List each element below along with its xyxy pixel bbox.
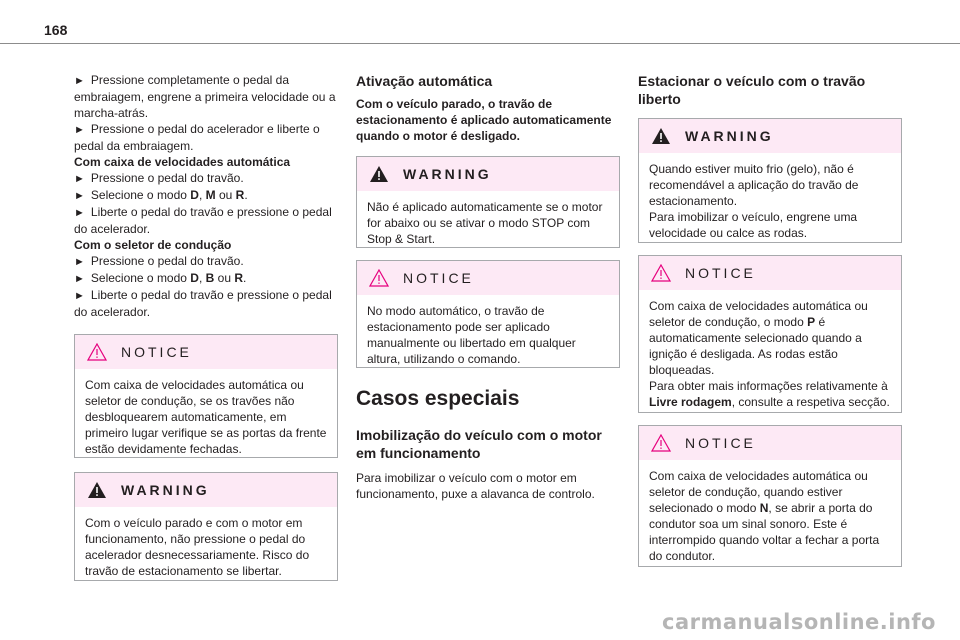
warning-box — [638, 118, 902, 243]
heading-automatic-activation: Ativação automática — [356, 73, 493, 89]
notice-box — [638, 425, 902, 567]
notice-triangle-icon — [369, 269, 389, 287]
notice-triangle-icon — [87, 343, 107, 361]
notice-text: No modo automático, o travão de estacionamento pode ser aplicado manualmente ou libertado em qualquer altura, utilizando o comando. — [367, 304, 576, 366]
notice-header — [639, 426, 901, 460]
notice-triangle-icon — [651, 264, 671, 282]
step-item: ► Pressione o pedal do travão. — [74, 253, 338, 270]
warning-text: Não é aplicado automaticamente se o motor for abaixo ou se ativar o modo STOP com Stop & Start. — [367, 200, 603, 246]
subheading-immobilisation: Imobilização do veículo com o motor em funcionamento — [356, 427, 602, 461]
warning-label: WARNING — [121, 482, 210, 498]
warning-label: WARNING — [685, 128, 774, 144]
warning-box — [356, 156, 620, 248]
notice-box — [356, 260, 620, 368]
warning-text: Com o veículo parado e com o motor em funcionamento, não pressione o pedal do acelerador desnecessariamente. Risco do travão de estacionamento se libertar. — [85, 516, 310, 578]
notice-label: NOTICE — [685, 435, 756, 451]
notice-header — [357, 261, 619, 295]
notice-header — [639, 256, 901, 290]
instructions-block — [74, 72, 338, 320]
immobilisation-text: Para imobilizar o veículo com o motor em funcionamento, puxe a alavanca de controlo. — [356, 471, 595, 501]
subheading-drive-selector: Com o seletor de condução — [74, 238, 232, 252]
step-item: ► Liberte o pedal do travão e pressione o pedal do acelerador. — [74, 287, 338, 320]
notice-box — [74, 334, 338, 458]
notice-box — [638, 255, 902, 413]
notice-label: NOTICE — [121, 344, 192, 360]
step-item: ► Liberte o pedal do travão e pressione o pedal do acelerador. — [74, 204, 338, 237]
notice-label: NOTICE — [685, 265, 756, 281]
heading-parking-released: Estacionar o veículo com o travão liberto — [638, 73, 866, 107]
column-left — [74, 72, 338, 581]
free-wheeling-reference: Livre rodagem — [649, 395, 732, 409]
section-title: Casos especiais — [356, 387, 520, 410]
warning-header — [357, 157, 619, 191]
step-item: ► Pressione o pedal do acelerador e liberte o pedal da embraiagem. — [74, 121, 338, 154]
column-middle — [356, 72, 620, 502]
warning-header — [75, 473, 337, 507]
column-right — [638, 72, 902, 567]
page-number: 168 — [44, 22, 68, 38]
subheading-automatic-gearbox: Com caixa de velocidades automática — [74, 155, 291, 169]
step-item: ► Selecione o modo D, M ou R. — [74, 187, 338, 204]
notice-text: Com caixa de velocidades automática ou seletor de condução, o modo P é automaticamente selecionado quando a ignição é desligada. As rodas estão bloqueadas. Para obter mais informações relativamente à Livre rodagem, consulte a respetiva secção. — [649, 299, 890, 409]
notice-text: Com caixa de velocidades automática ou seletor de condução, se os travões não desbloquearem automaticamente, em primeiro lugar verifique se as portas da frente estão devidamente fechadas. — [85, 378, 327, 456]
warning-triangle-icon — [651, 127, 671, 145]
warning-triangle-icon — [87, 481, 107, 499]
step-item: ► Pressione completamente o pedal da embraiagem, engrene a primeira velocidade ou a marcha-atrás. — [74, 72, 338, 121]
warning-label: WARNING — [403, 166, 492, 182]
warning-header — [639, 119, 901, 153]
header-divider — [0, 43, 960, 44]
watermark: carmanualsonline.info — [662, 610, 936, 634]
warning-box — [74, 472, 338, 581]
step-item: ► Selecione o modo D, B ou R. — [74, 270, 338, 287]
notice-text: Com caixa de velocidades automática ou seletor de condução, quando estiver selecionado o modo N, se abrir a porta do condutor soa um sinal sonoro. Este é interrompido quando voltar a fechar a porta do condutor. — [649, 469, 880, 563]
warning-text: Quando estiver muito frio (gelo), não é recomendável a aplicação do travão de estacionamento. Para imobilizar o veículo, engrene uma velocidade ou calce as rodas. — [649, 162, 859, 240]
step-item: ► Pressione o pedal do travão. — [74, 170, 338, 187]
notice-header — [75, 335, 337, 369]
intro-text: Com o veículo parado, o travão de estacionamento é aplicado automaticamente quando o motor é desligado. — [356, 97, 612, 143]
warning-triangle-icon — [369, 165, 389, 183]
notice-triangle-icon — [651, 434, 671, 452]
notice-label: NOTICE — [403, 270, 474, 286]
